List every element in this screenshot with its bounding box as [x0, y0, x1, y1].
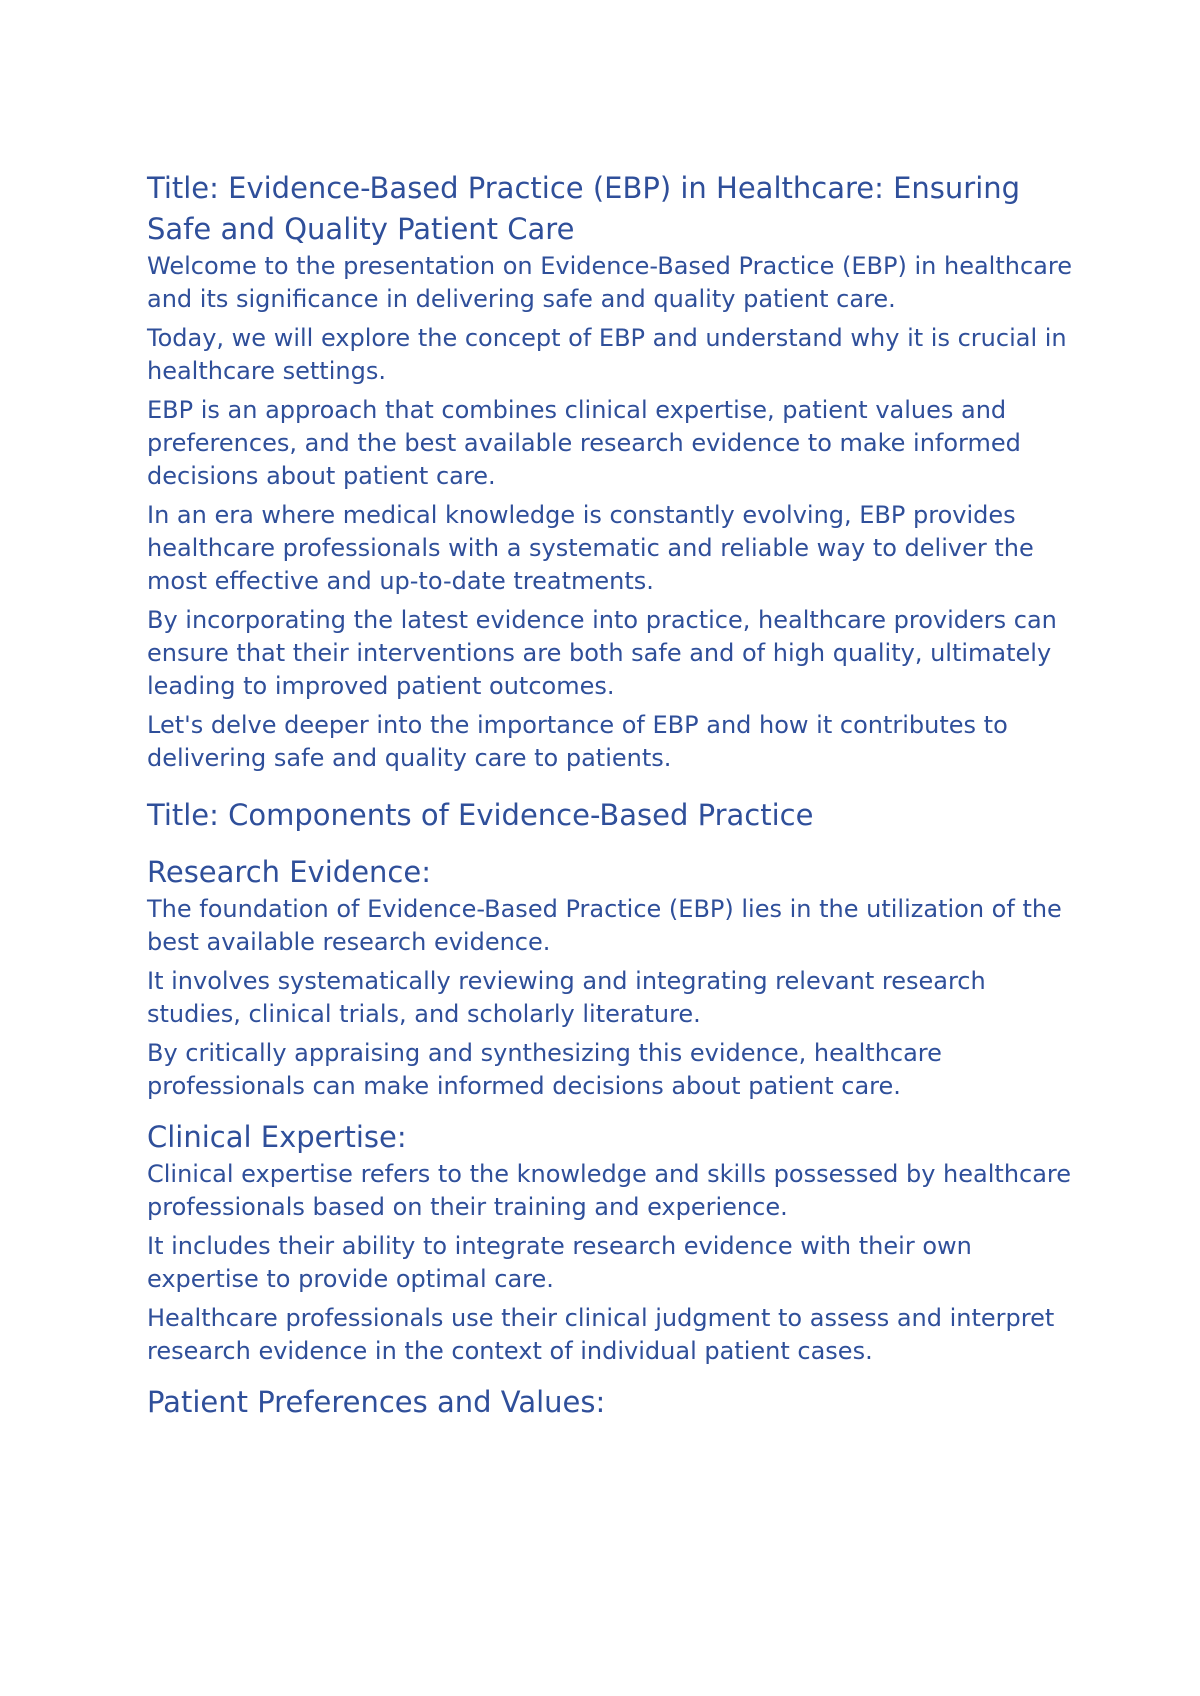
research-evidence-paragraph: It involves systematically reviewing and integrating relevant research studies, clinical trials, and scholarly literature.: [147, 967, 986, 1028]
patient-preferences-heading: Patient Preferences and Values:: [147, 1385, 606, 1419]
clinical-expertise-paragraph: It includes their ability to integrate research evidence with their own expertise to provide optimal care.: [147, 1232, 972, 1293]
document-page: [147, 168, 1087, 1423]
intro-paragraph: Let's delve deeper into the importance of EBP and how it contributes to delivering safe and quality care to patients.: [147, 711, 1008, 772]
section-title: Title: Components of Evidence-Based Practice: [147, 798, 814, 832]
clinical-expertise-heading: Clinical Expertise:: [147, 1120, 407, 1154]
document-title: Title: Evidence-Based Practice (EBP) in Healthcare: Ensuring Safe and Quality Patient Care: [147, 171, 1021, 246]
research-evidence-paragraph: By critically appraising and synthesizing this evidence, healthcare professionals can make informed decisions about patient care.: [147, 1039, 942, 1100]
intro-paragraph: EBP is an approach that combines clinical expertise, patient values and preferences, and the best available research evidence to make informed decisions about patient care.: [147, 396, 1021, 490]
intro-paragraph: By incorporating the latest evidence into practice, healthcare providers can ensure that their interventions are both safe and of high quality, ultimately leading to improved patient outcomes.: [147, 606, 1057, 700]
intro-paragraph: Welcome to the presentation on Evidence-Based Practice (EBP) in healthcare and its significance in delivering safe and quality patient care.: [147, 252, 1072, 313]
research-evidence-paragraph: The foundation of Evidence-Based Practice (EBP) lies in the utilization of the best available research evidence.: [147, 895, 1062, 956]
clinical-expertise-paragraph: Clinical expertise refers to the knowledge and skills possessed by healthcare professionals based on their training and experience.: [147, 1160, 1072, 1221]
clinical-expertise-paragraph: Healthcare professionals use their clinical judgment to assess and interpret research evidence in the context of individual patient cases.: [147, 1304, 1055, 1365]
intro-paragraph: Today, we will explore the concept of EBP and understand why it is crucial in healthcare settings.: [147, 324, 1067, 385]
intro-paragraph: In an era where medical knowledge is constantly evolving, EBP provides healthcare professionals with a systematic and reliable way to deliver the most effective and up-to-date treatments.: [147, 501, 1034, 595]
research-evidence-heading: Research Evidence:: [147, 855, 431, 889]
